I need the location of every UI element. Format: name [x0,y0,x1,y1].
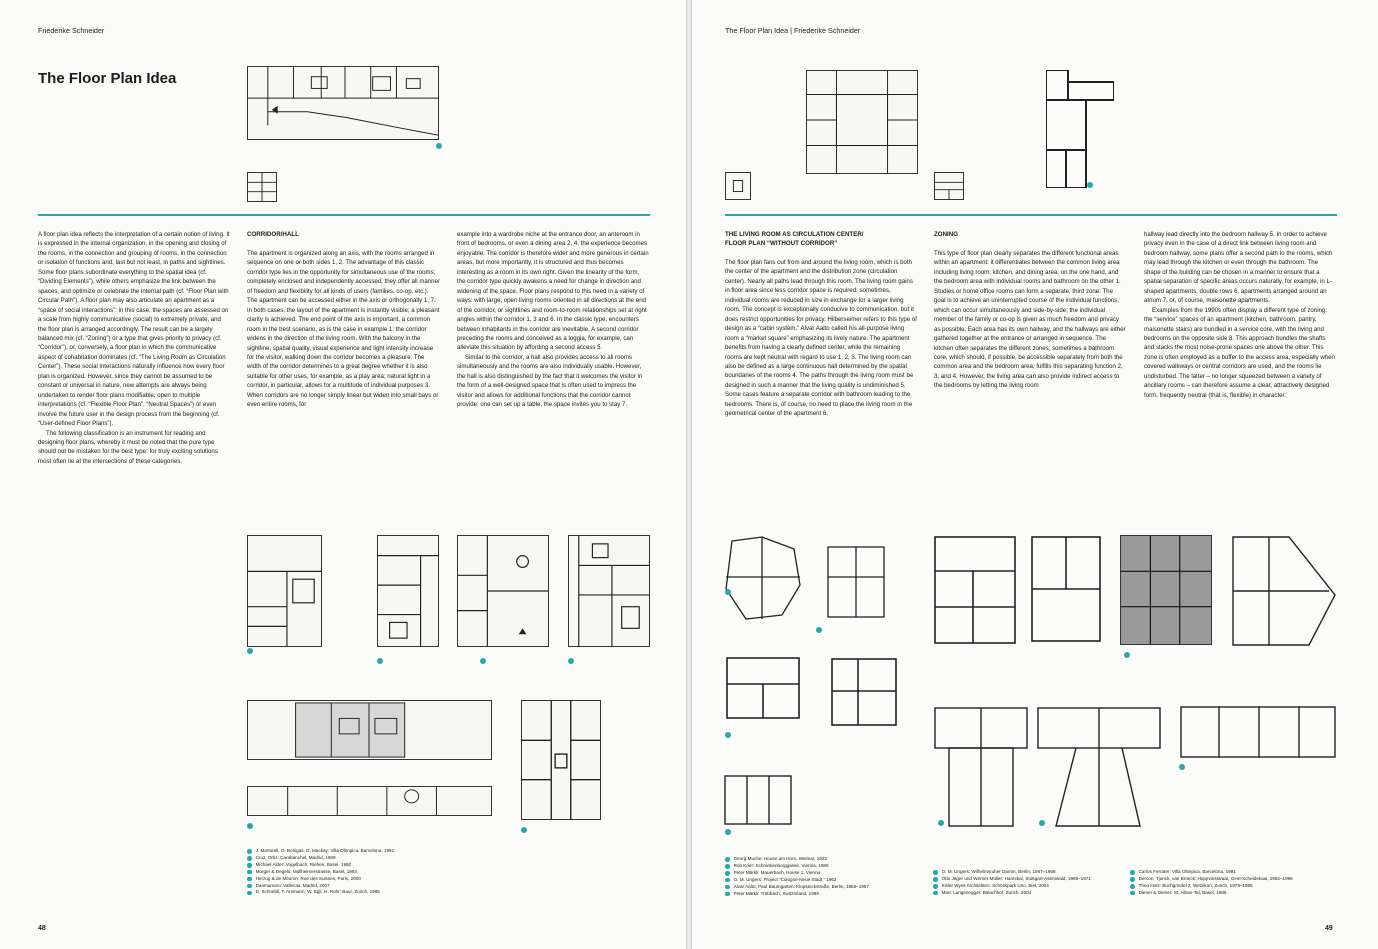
legend-item: O. M. Ungers: Wilhelmsruher Damm, Berlin, 1967–1969 [933,869,1133,876]
zoning-column-2 [1144,230,1336,400]
floor-plan-drawing [568,535,650,647]
figure-number-badge [725,732,731,738]
body-paragraph: example into a wardrobe niche at the entrance door, an anteroom in front of bedrooms, or even a dining area 2, 4, the experience becomes enjoyable. The corridor is therefore wider and more generous in certain areas, but more importantly, it is structured and thus becomes interesting as a room in its own right. Given the linearity of the form, the corridor type quickly awakens a need for change in direction and widening of the space. Floor plans respond to this need in a variety of ways: with large, open living rooms oriented in all directions at the end of the corridor, or sightlines and room-to-room relationships set at right angles within the corridor 1, 3 and 6. In the classic type, encounters between inhabitants in the corridor are inevitable. A second corridor preceding the rooms and conceived as a loggia, for example, can alleviate this situation by affording a second access 5. [457,231,649,352]
floor-plan-drawing [723,772,793,828]
section-divider [38,214,650,216]
figure-number-badge [816,627,822,633]
body-paragraph: Similar to the corridor, a hall also provides access to all rooms simultaneously and the rooms are also individually usable. However, the hall is also distinguished by the fact that it welcomes the visitor in the form of a well-designed space that is often used to impress the visitor and allows for additional functions that the corridor cannot provide: one can set up a table, the space invites you to stay 7. [457,353,643,409]
figure-number-badge [725,589,731,595]
figure-number-badge [1179,764,1185,770]
figure-number-badge [568,658,574,664]
figure-number-badge [377,658,383,664]
floor-plan-drawing [521,700,601,820]
floor-plan-drawing [1120,535,1212,645]
legend-badge-icon [247,849,252,854]
legend-item: Theo Hotz: Buchgrindel 2, Wetzikon, Zurich, 1979–1985 [1130,883,1340,890]
legend-item: D. Schnebli, T. Ammann, W. Egli, H. Rohr: Baur, Zurich, 1985 [247,889,487,896]
floor-plan-drawing [1179,705,1337,761]
floor-plan-icon [934,172,964,200]
corridor-column-2 [457,230,649,410]
legend-item: Marc Langenegger: Bülachhof, Zurich, 2004 [933,890,1133,897]
floor-plan-drawing [247,535,322,647]
legend-badge-icon [933,891,938,896]
figure-number-badge [480,658,486,664]
page-number-right: 49 [1325,925,1333,932]
floor-plan-drawing [1030,535,1102,643]
legend-item: Dercon, Tjonck, van Broeck: Hoppvoisstraat, Gent-Scheldekaai, 1992–1996 [1130,876,1340,883]
left-page [0,0,686,949]
intro-column [38,230,231,466]
floor-plan-drawing [377,535,439,647]
figure-number-badge [521,827,527,833]
body-paragraph: The apartment is organized along an axis, with the rooms arranged in sequence on one or both sides 1, 2. The advantage of this classic corridor type lies in the opportunity for simultaneous use of the rooms; completely enclosed and independently accessed, they offer all manner of freedom and flexibility for all kinds of users (families, co-op, etc.). The apartment can be accessed either in the axis or orthogonally 1, 7. In both cases, the layout of the apartment is instantly visible; a pleasant clarity is achieved. The end point of the axis is important, a common room in the best scenario, as is the case in example 1: the corridor widens in the direction of the living room. With the balcony in the sightline, spatial quality, visual experience and light intensity increase for the visitor, walking down the corridor becomes a pleasure. The width of the corridor determines to a great degree whether it is also suitable for other uses, for example, as a play area; natural light in a corridor, in particular, allows for a multitude of individual purposes 3. When corridors are no longer simply linear but widen into small bays or even entire rooms, for [247,250,440,409]
legend-badge-icon [725,857,730,862]
floor-plan-drawing [933,535,1018,645]
floor-plan-drawing [1046,70,1114,188]
floor-plan-drawing [933,706,1029,828]
floor-plan-drawing [457,535,549,647]
legend-item: Peter Märkli: Mauerbach, House 1, Vienna [725,870,915,877]
figure-number-badge [436,143,442,149]
legend-badge-icon [1130,891,1135,896]
floor-plan-drawing [247,700,492,760]
page-number-left: 48 [38,925,46,932]
legend-item: Otto Jäger und Werner Müller: Hannibal, Stuttgart-Asemwald, 1969–1971 [933,876,1133,883]
legend-item: Herzog & de Meuron: Rue des Suisses, Paris, 2000 [247,876,487,883]
legend-badge-icon [725,892,730,897]
legend-badge-icon [247,863,252,868]
body-paragraph: The floor plan fans out from and around the living room, which is both the center of the apartment and the distribution zone (circulation center). Nearly all paths lead through this room. The living room gains in floor area since less corridor space is required; sometimes, individual rooms are reduced in size in exchange for a larger living room. The concept is exceptionally conducive to communication, but it does restrict opportunities for privacy. Hilberseimer refers to this type of design as a “cabin system,” Alvar Aalto called his all-purpose living room a “market square” emphasizing its lively nature. The apartment benefits from having a clearly defined center, while the remaining rooms are kept neutral with regard to use 1, 2, 3. The living room can also be defined as a large continuous hall determined by the spatial boundaries of the rooms 4. The paths through the living room must be designed in such a manner that the living quality is undiminished 5. Some cases feature a separate corridor with bathroom leading to the bedrooms. There is, of course, no need to place the living room in the geometrical center of the apartment 6. [725,259,917,418]
body-paragraph: This type of floor plan clearly separates the different functional areas within an apartment: it differentiates between the common living area including living room, kitchen, and dining area, on the one hand, and the bedroom area with individual rooms and bathroom on the other 1. Studies or home office rooms can form a separate, third zone. The goal is to achieve an uninterrupted course of the individual functions, which can occur simultaneously and side-by-side; the individual member of the family or co-op is given as much freedom and privacy as possible. Each area has its own hallway, and the hallways are either gathered together at the entrance or arranged in sequence. The kitchen often separates the different zones; sometimes a bathroom core, which should, if possible, be accessible separately from both the common area and the bedroom area, fulfills this separating function 2, 3, and 4. However, the living area can also provide indirect access to the bedrooms by letting the living room [934,250,1126,390]
legend-badge-icon [247,877,252,882]
floor-plan-drawing [1229,535,1337,647]
legend-item: Michael Alder: Vogelbach, Riehen, Basel, 1992 [247,862,487,869]
figure-number-badge [1039,820,1045,826]
legend-badge-icon [933,884,938,889]
legend-badge-icon [725,864,730,869]
figure-legend [1130,869,1340,897]
legend-badge-icon [725,885,730,890]
legend-badge-icon [1130,877,1135,882]
floor-plan-icon [725,172,751,200]
floor-plan-drawing [828,655,900,729]
figure-legend [725,856,915,897]
zoning-column [934,230,1126,391]
living-room-column [725,230,917,419]
legend-badge-icon [247,884,252,889]
floor-plan-drawing [247,66,439,140]
running-head-left: Friederike Schneider [38,26,105,35]
legend-item: Diener & Diener: St. Alban-Tal, Basel, 1986 [1130,890,1340,897]
section-heading: CORRIDOR/HALL [247,231,299,238]
legend-item: Georg Muche: House am Horn, Weimar, 1923 [725,856,915,863]
figure-legend [247,848,487,896]
legend-item: Morger & Degelo: Müllheimerstrasse, Basel, 1993 [247,869,487,876]
figure-number-badge [725,829,731,835]
figure-number-badge [1124,652,1130,658]
legend-item: Alvar Aalto, Paul Baumgarten: Klopstockstraße, Berlin, 1956–1957 [725,884,915,891]
floor-plan-icon [247,172,277,202]
legend-item: O. M. Ungers: Project “Cologne-Neue Stadt,” 1962 [725,877,915,884]
legend-item: Peter Märkli: Trübbach, Switzerland, 1989 [725,891,915,898]
legend-item: Kisler Wyss Architekten: Schösspark Uno, Biel, 2004 [933,883,1133,890]
floor-plan-drawing [247,786,492,816]
floor-plan-drawing [806,70,918,174]
legend-badge-icon [247,870,252,875]
legend-badge-icon [933,877,938,882]
body-paragraph: Examples from the 1990s often display a different type of zoning: the “service” spaces of an apartment (kitchen, bathroom, pantry, maisonette stairs) are bundled in a service core, with the living and bedrooms on the opposite side 8. This approach bundles the shafts and stacks the most noise-prone spaces one above the other. This zone is often employed as a buffer to the access area, especially when covered walkways or central corridors are used, and the rooms lie undisturbed. The latter – no longer squeezed between a variety of ancillary rooms – can therefore assume a clear, attractively designed form, frequently neutral (that is, flexible) in character. [1144,306,1335,399]
figure-number-badge [1087,182,1093,188]
legend-item: Cruz, Ortiz: Carabanchel, Madrid, 1989 [247,855,487,862]
legend-badge-icon [1130,870,1135,875]
legend-item: Rob Krier: Schrankenberggasse, Vienna, 1986 [725,863,915,870]
floor-plan-drawing [820,537,890,623]
legend-item: Carlos Ferrater: Villa Olimpica, Barcelona, 1991 [1130,869,1340,876]
intro-paragraph: The following classification is an instrument for reading and designing floor plans, whereby it must be noted that the pure type should not be mistaken for the best type: for truly exciting solutions most often lie at the intersections of these categories. [38,429,218,465]
page-title: The Floor Plan Idea [38,70,177,87]
legend-badge-icon [247,891,252,896]
body-paragraph: hallway lead directly into the bedroom hallway 5. In order to achieve privacy even in the case of a direct link between living room and bedroom hallway, some plans offer a second path to the rooms, which may lead through the kitchen or even through the bathroom. The shape of the building can be chosen in a manner to ensure that a spatial separation of specific areas occurs naturally, for example, in L-shaped apartments, double rows 6, apartments arranged around an atrium 7, or, of course, maisonette apartments. [1144,231,1333,305]
legend-item: Daomanuno: Vallecas, Madrid, 2007 [247,883,487,890]
legend-badge-icon [1130,884,1135,889]
legend-badge-icon [725,878,730,883]
section-heading: THE LIVING ROOM AS CIRCULATION CENTER/ FLOOR PLAN “WITHOUT CORRIDOR” [725,231,864,247]
floor-plan-drawing [722,535,804,623]
floor-plan-drawing [723,654,803,734]
legend-item: J. Martorell, O. Bohigas, D. Mackay: Villa Olimpica, Barcelona, 1991 [247,848,487,855]
figure-number-badge [247,823,253,829]
corridor-column [247,230,440,410]
legend-badge-icon [247,856,252,861]
legend-badge-icon [933,870,938,875]
section-divider [725,214,1337,216]
intro-paragraph: A floor plan idea reflects the interpretation of a certain notion of living. It is expressed in the internal organization, in the opening and closing of the rooms, in the connection and grouping of rooms, in the connection or isolation of functions and, last but not least, in paths and sightlines. Some floor plans subordinate everything to the spatial idea (cf. “Dividing Elements”), while others emphasize the link between the spaces, and optimize or celebrate the internal path (cf. “Floor Plan with Circular Path”). A floor plan may also articulate an apartment as a “space of social interactions”: in this case, the spaces are assessed on a scale from highly communicative (social) to extremely private, and the floor plan is arranged accordingly. The result can be a largely balanced mix (cf. “Zoning”) or a type that gives priority to privacy (cf. “Corridor”), or, conversely, a floor plan in which the communicative aspect of cohabitation dominates (cf. “The Living Room as Circulation Center”). These social interactions naturally influence how every floor plan is organized. However, since they cannot be assumed to be constant or universal in nature, new attempts are always being undertaken to render floor plans modifiable, open to multiple interpretations (cf. “Flexible Floor Plan”, “Neutral Spaces”) or even involve the future user in the design process from the beginning (cf. “User-defined Floor Plans”). [38,231,230,428]
figure-number-badge [247,648,253,654]
running-head-right: The Floor Plan Idea | Friederike Schneider [725,26,861,35]
right-page [692,0,1378,949]
floor-plan-drawing [1036,706,1162,828]
figure-number-badge [938,820,944,826]
legend-badge-icon [725,871,730,876]
section-heading: ZONING [934,231,959,238]
figure-legend [933,869,1133,897]
